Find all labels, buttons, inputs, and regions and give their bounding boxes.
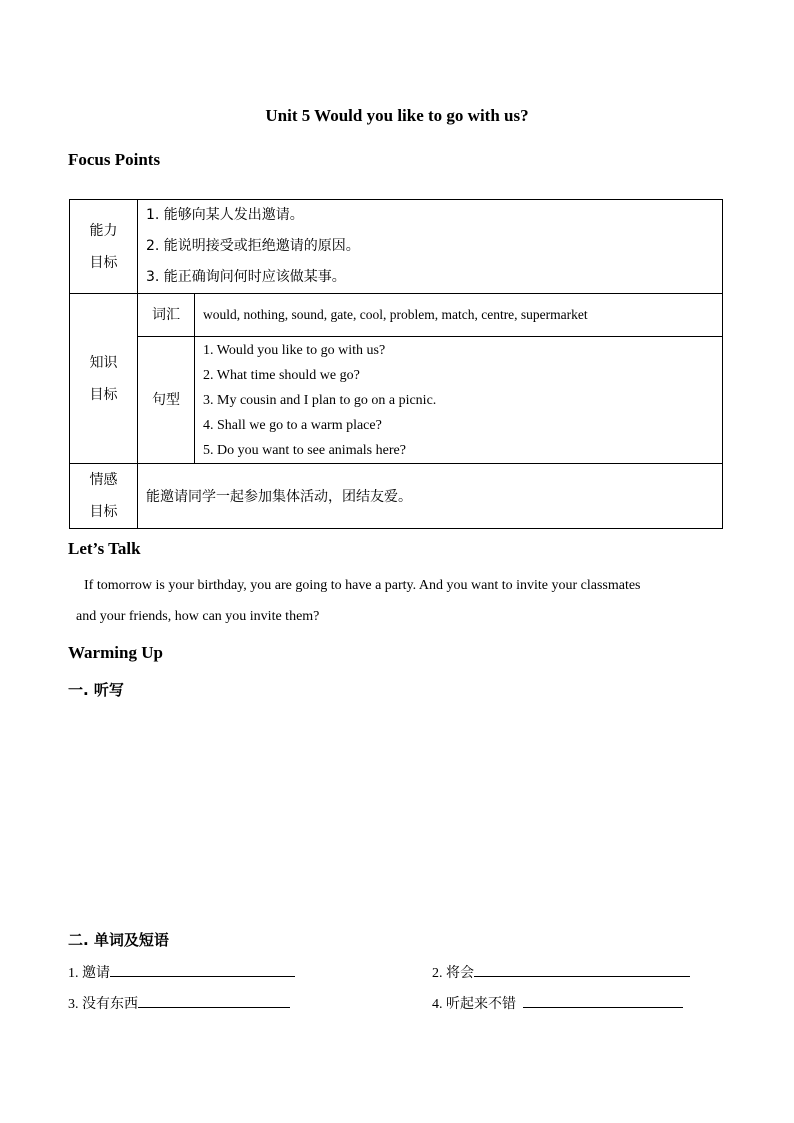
knowledge-label-cell: [70, 294, 138, 464]
knowledge-label-2: 目标: [89, 386, 118, 403]
emotion-label-2: 目标: [89, 504, 118, 520]
vocab-item-4: 4. 听起来不错: [432, 991, 683, 1013]
warming-up-heading: Warming Up: [68, 643, 163, 662]
answer-blank[interactable]: [474, 960, 690, 977]
vocab-item-3: 3. 没有东西: [68, 991, 290, 1013]
answer-blank[interactable]: [138, 991, 290, 1008]
focus-points-heading: Focus Points: [68, 150, 161, 169]
vocab-item-2: 2. 将会: [432, 960, 690, 982]
pattern-item: 2. What time should we go?: [203, 367, 360, 383]
focus-points-table: [69, 199, 723, 529]
vocab-phrases-heading: 二. 单词及短语: [68, 931, 169, 949]
vocab-item-1: 1. 邀请: [68, 960, 295, 982]
lets-talk-line: and your friends, how can you invite them?: [76, 609, 320, 624]
ability-item: 1. 能够向某人发出邀请。: [146, 207, 304, 223]
knowledge-label-1: 知识: [89, 354, 118, 371]
pattern-list: [195, 337, 723, 464]
lets-talk-line: If tomorrow is your birthday, you are going to have a party. And you want to invite your classmates: [84, 578, 641, 593]
answer-blank[interactable]: [523, 991, 683, 1008]
emotion-text: 能邀请同学一起参加集体活动，团结友爱。: [138, 464, 723, 529]
emotion-label-1: 情感: [89, 472, 118, 488]
ability-item: 2. 能说明接受或拒绝邀请的原因。: [146, 238, 360, 254]
pattern-label: 句型: [138, 337, 195, 464]
ability-label-1: 能力: [89, 222, 118, 239]
emotion-label-cell: [70, 464, 138, 529]
pattern-item: 4. Shall we go to a warm place?: [203, 417, 382, 433]
ability-items-cell: [138, 200, 723, 294]
pattern-item: 3. My cousin and I plan to go on a picnic.: [203, 392, 437, 408]
vocab-list: would, nothing, sound, gate, cool, problem, match, centre, supermarket: [195, 294, 723, 337]
pattern-item: 5. Do you want to see animals here?: [203, 442, 406, 458]
page-title: Unit 5 Would you like to go with us?: [265, 106, 529, 125]
ability-label-2: 目标: [89, 254, 118, 271]
dictation-heading: 一. 听写: [68, 681, 124, 699]
ability-label-cell: [70, 200, 138, 294]
answer-blank[interactable]: [110, 960, 295, 977]
lets-talk-heading: Let’s Talk: [68, 539, 141, 558]
ability-item: 3. 能正确询问何时应该做某事。: [146, 269, 346, 285]
lets-talk-paragraph: [76, 570, 724, 632]
pattern-item: 1. Would you like to go with us?: [203, 342, 386, 358]
vocab-label: 词汇: [138, 294, 195, 337]
